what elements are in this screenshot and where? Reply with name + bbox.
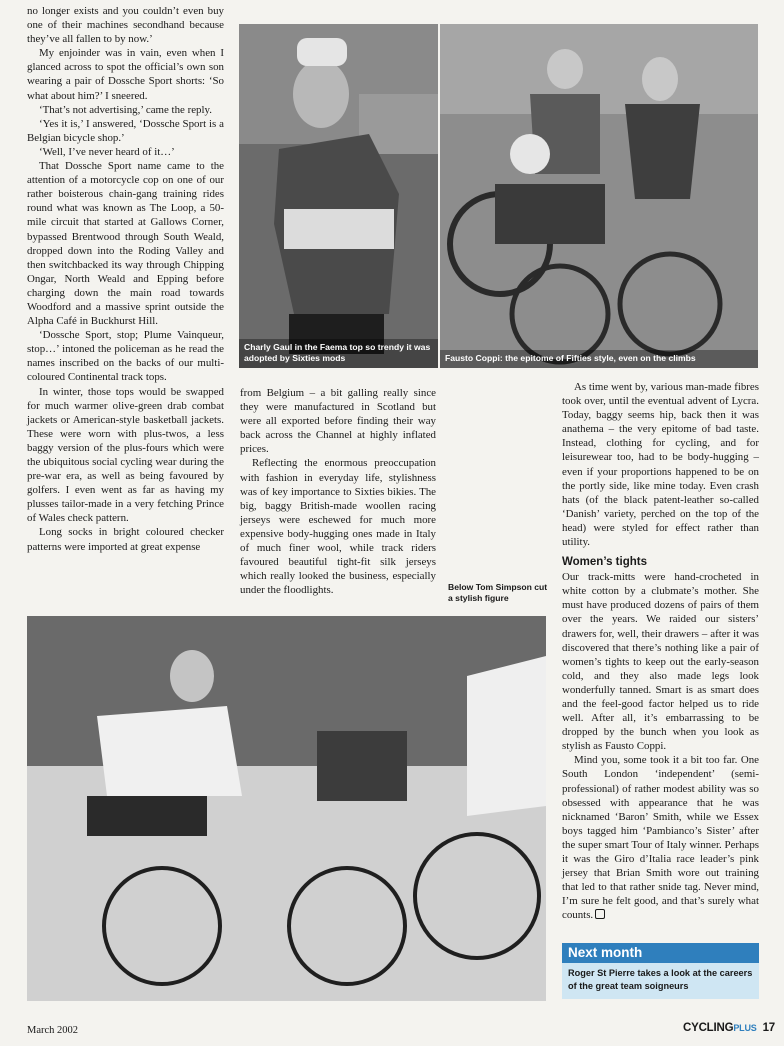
left-column-paragraph: ‘That’s not advertising,’ came the reply. bbox=[39, 103, 212, 116]
left-column-paragraph: ‘Yes it is,’ I answered, ‘Dossche Sport is a Belgian bicycle shop.’ bbox=[27, 117, 224, 144]
column-middle bbox=[240, 386, 436, 597]
simpson-image bbox=[27, 616, 546, 1001]
photo-charly-gaul bbox=[239, 24, 438, 368]
left-column-paragraph: ‘Well, I’ve never heard of it…’ bbox=[39, 145, 175, 158]
photo-tom-simpson bbox=[27, 616, 546, 1001]
right-column-body-paragraph: Mind you, some took it a bit too far. One South London ‘independent’ (semi-professional) of rather modest ability was so obsessed with appearance that he was nicknamed ‘Baron’ Smith, while we Essex boys tagged him ‘Pambianco’s Sister’ after the super smart Tour of Italy winner. Perhaps it was the Giro d’Italia race leader’s pink jersey that Brian Smith wore out training that led to that rather snide tag. Never mind, I’m sure he felt good, and that’s surely what counts. bbox=[562, 754, 759, 922]
coppi-image bbox=[440, 24, 758, 368]
left-column-paragraph: In winter, those tops would be swapped for much warmer olive-green drab combat jackets or American-style basketball jackets. These were worn with plus-twos, a less baggy version of the plus-fours which were the ubiquitous social cycling wear during the pre-war era, as well as being favoured by golfers. I even went as far as having my plusses tailor-made in a very fetching Prince of Wales check pattern. bbox=[27, 385, 224, 525]
caption-simpson: Below Tom Simpson cut a stylish figure bbox=[448, 582, 548, 603]
middle-column-paragraph: Reflecting the enormous preoccupation with fashion in everyday life, stylishness was of key importance to Sixties bikies. The big, baggy British-made woollen racing jerseys were eschewed for much more expensive body-hugging ones made in Italy of much finer wool, while track riders favoured beautiful tight-fit silk jerseys which really looked the business, especially under the floodlights. bbox=[240, 457, 436, 597]
middle-column-paragraph: from Belgium – a bit galling really since they were manufactured in Scotland but were all exported before finding their way back across the Channel at highly inflated prices. bbox=[240, 387, 436, 456]
column-right bbox=[562, 380, 759, 922]
photo-fausto-coppi bbox=[440, 24, 758, 368]
footer-brand-plus: PLUS bbox=[733, 1023, 757, 1033]
footer-brand-main: CYCLING bbox=[683, 1022, 734, 1034]
left-column-paragraph: That Dossche Sport name came to the attention of a motorcycle cop on one of our rather boisterous chain-gang training rides round what was known as The Loop, a 50-mile circuit that started at Gallows Corner, bypassed Brentwood through South Weald, dropped down into the Roding Valley and then switchbacked its way through Chipping Ongar, North Weald and Epping before charging down the main road towards Woodford and a massive sprint outside the Alpha Café in Buckhurst Hill. bbox=[27, 160, 224, 328]
left-column-paragraph: Long socks in bright coloured checker patterns were imported at great expense bbox=[27, 526, 224, 553]
left-column-paragraph: My enjoinder was in vain, even when I glanced across to spot the official’s own son wearing a pair of Dossche Sport shorts: ‘So what about him?’ I sneered. bbox=[27, 47, 224, 102]
column-left bbox=[27, 4, 224, 554]
caption-coppi: Fausto Coppi: the epitome of Fifties style, even on the climbs bbox=[440, 350, 758, 368]
next-month-box bbox=[562, 943, 759, 999]
footer-brand bbox=[683, 1022, 775, 1034]
footer-page-number: 17 bbox=[762, 1022, 775, 1034]
next-month-title: Next month bbox=[562, 943, 759, 963]
left-column-paragraph: no longer exists and you couldn’t even buy one of their machines secondhand because they’ve all fallen to by now.’ bbox=[27, 5, 224, 46]
right-column-intro-paragraph: As time went by, various man-made fibres took over, until the eventual advent of Lycra. Today, baggy seems hip, back then it was anathema – the very epitome of bad taste. Instead, clothing for cycling, and for leisurewear too, had to be body-hugging – even if your proportions happened to be on the portly side, like mine today. Even crash hats (of the black patent-leather so-called ‘Danish’ variety, perched on the top of the head) were styled for effect rather than utility. bbox=[562, 381, 759, 549]
column-right-body bbox=[562, 570, 759, 922]
end-of-article-icon bbox=[595, 909, 605, 919]
right-column-body-paragraph: Our track-mitts were hand-crocheted in white cotton by a clubmate’s mother. She must have produced dozens of pairs of them over the years. We raided our sisters’ drawers for, well, their drawers – after it was discovered that there’s nothing like a pair of women’s tights to keep out the early-season cold, and they also made legs look wonderfully tanned. Smart is as smart does and the feel-good factor helped us to ride well. After all, it’s embarrassing to be dropped by the bunch when you look as stylish as Fausto Coppi. bbox=[562, 571, 759, 753]
left-column-paragraph: ‘Dossche Sport, stop; Plume Vainqueur, stop…’ intoned the policeman as he read the names inscribed on the backs of our multi-coloured Continental track tops. bbox=[27, 329, 224, 384]
gaul-image bbox=[239, 24, 438, 368]
subhead-womens-tights: Women’s tights bbox=[562, 556, 647, 569]
caption-gaul: Charly Gaul in the Faema top so trendy it was adopted by Sixties mods bbox=[239, 339, 438, 368]
column-right-intro bbox=[562, 380, 759, 549]
footer-date: March 2002 bbox=[27, 1025, 79, 1036]
next-month-body: Roger St Pierre takes a look at the careers of the great team soigneurs bbox=[568, 968, 753, 991]
